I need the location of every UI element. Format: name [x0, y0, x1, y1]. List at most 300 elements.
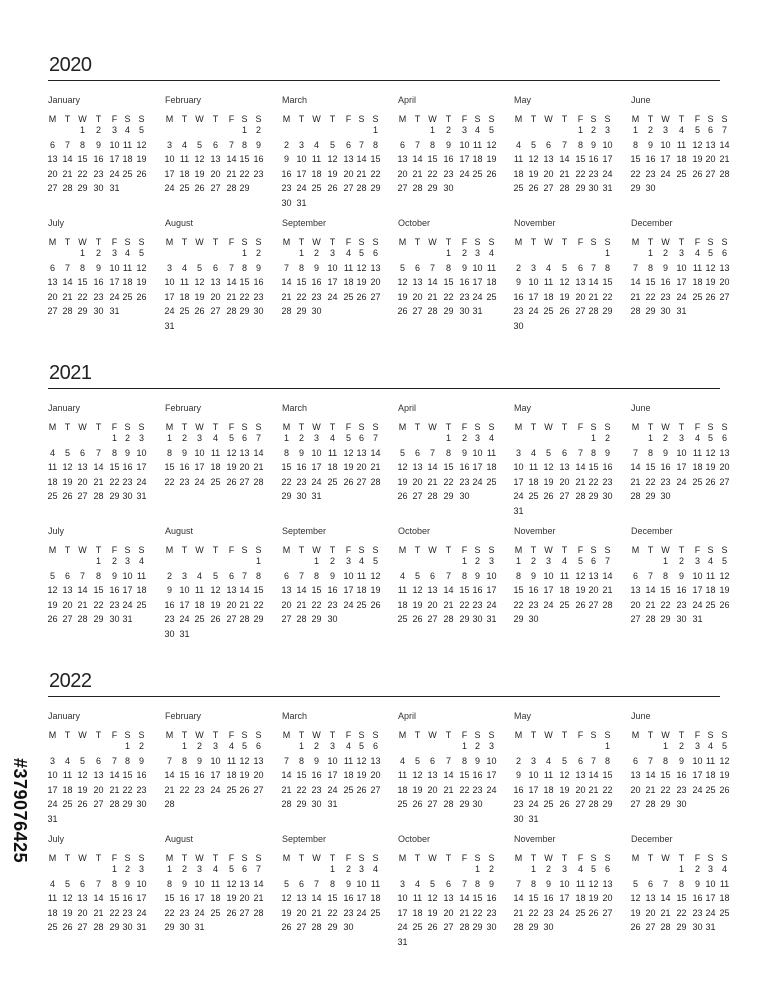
weekday-label: F — [461, 853, 468, 863]
day-cell: 23 — [253, 168, 264, 179]
day-cell: 27 — [630, 614, 641, 624]
weekday-label: S — [124, 237, 131, 247]
day-cell: 5 — [228, 864, 234, 874]
day-cell: 29 — [77, 183, 88, 193]
weekday-label: M — [398, 237, 407, 247]
day-cell: 11 — [705, 755, 716, 766]
day-cell: 16 — [164, 599, 175, 610]
day-cell: 10 — [327, 755, 338, 766]
day-cell: 30 — [588, 183, 599, 193]
day-cell: 13 — [630, 770, 641, 780]
day-cell: 7 — [577, 447, 583, 458]
day-cell: 12 — [705, 262, 716, 273]
day-cell: 19 — [412, 784, 423, 795]
day-cell: 17 — [528, 291, 539, 302]
month-may — [514, 711, 626, 831]
day-cell: 8 — [604, 755, 610, 766]
day-cell: 1 — [515, 556, 521, 566]
day-cell: 31 — [109, 306, 120, 316]
weekday-label: T — [95, 730, 102, 740]
weekday-label: F — [228, 237, 235, 247]
day-cell: 10 — [109, 262, 120, 273]
weekday-label: W — [544, 114, 553, 124]
day-cell: 23 — [122, 907, 133, 918]
day-cell: 17 — [513, 476, 524, 487]
day-cell: 13 — [77, 462, 88, 472]
weekday-label: T — [561, 545, 568, 555]
year-title: 2020 — [49, 54, 92, 76]
day-cell: 20 — [427, 599, 438, 610]
weekday-label: S — [721, 114, 728, 124]
day-cell: 13 — [575, 277, 586, 287]
day-cell: 14 — [253, 878, 264, 889]
day-cell: 26 — [412, 799, 423, 809]
day-cell: 19 — [397, 291, 408, 302]
day-cell: 20 — [281, 599, 292, 610]
month-name: November — [514, 834, 556, 844]
day-cell: 11 — [472, 139, 483, 150]
day-cell: 3 — [138, 864, 144, 874]
day-cell: 21 — [513, 907, 524, 918]
day-cell: 31 — [705, 922, 716, 932]
weekday-label: W — [544, 545, 553, 555]
day-cell: 15 — [645, 462, 656, 472]
day-cell: 7 — [111, 755, 117, 766]
day-cell: 26 — [356, 291, 367, 302]
day-cell: 27 — [427, 799, 438, 809]
day-cell: 25 — [179, 183, 190, 193]
day-cell: 9 — [255, 139, 261, 150]
day-cell: 28 — [459, 922, 470, 932]
day-cell: 8 — [647, 262, 653, 273]
day-cell: 29 — [122, 799, 133, 809]
weekday-label: S — [138, 237, 145, 247]
day-cell: 1 — [283, 433, 289, 443]
weekday-label: T — [212, 114, 219, 124]
day-cell: 28 — [588, 306, 599, 316]
day-cell: 9 — [662, 262, 668, 273]
day-cell: 13 — [296, 893, 307, 903]
day-cell: 30 — [676, 799, 687, 809]
day-cell: 16 — [472, 770, 483, 780]
day-cell: 13 — [239, 878, 250, 889]
day-cell: 14 — [62, 277, 73, 287]
weekday-label: T — [212, 853, 219, 863]
weekday-label: F — [228, 545, 235, 555]
day-cell: 30 — [513, 320, 524, 331]
day-cell: 18 — [692, 277, 703, 287]
day-cell: 18 — [543, 784, 554, 795]
day-cell: 5 — [707, 248, 713, 258]
year-block-2021 — [47, 362, 730, 663]
day-cell: 25 — [543, 306, 554, 316]
day-cell: 3 — [515, 447, 521, 458]
day-cell: 6 — [399, 139, 405, 150]
year-block-2022 — [47, 670, 730, 971]
day-cell: 12 — [77, 770, 88, 780]
day-cell: 31 — [602, 183, 613, 193]
day-cell: 11 — [370, 878, 381, 889]
day-cell: 18 — [179, 168, 190, 179]
day-cell: 24 — [136, 907, 147, 918]
day-cell: 24 — [343, 599, 354, 610]
weekday-label: M — [282, 237, 291, 247]
day-cell: 24 — [513, 491, 524, 501]
day-cell: 19 — [427, 907, 438, 918]
day-cell: 3 — [461, 125, 467, 135]
month-name: February — [165, 711, 202, 721]
day-cell: 2 — [647, 125, 653, 135]
weekday-label: S — [255, 853, 262, 863]
day-cell: 8 — [429, 139, 435, 150]
day-cell: 16 — [194, 770, 205, 780]
day-cell: 5 — [372, 556, 378, 566]
day-cell: 15 — [77, 277, 88, 287]
day-cell: 29 — [472, 922, 483, 932]
day-cell: 1 — [111, 864, 117, 874]
day-cell: 7 — [358, 139, 364, 150]
day-cell: 29 — [77, 306, 88, 316]
day-cell: 28 — [253, 907, 264, 918]
weekday-label: T — [530, 545, 537, 555]
day-cell: 22 — [443, 291, 454, 302]
day-cell: 21 — [459, 907, 470, 918]
day-cell: 24 — [397, 922, 408, 932]
day-cell: 28 — [513, 922, 524, 932]
day-cell: 17 — [164, 291, 175, 302]
day-cell: 26 — [77, 799, 88, 809]
day-cell: 17 — [136, 893, 147, 903]
day-cell: 7 — [461, 878, 467, 889]
day-cell: 5 — [64, 447, 70, 458]
day-cell: 12 — [528, 154, 539, 164]
day-cell: 7 — [64, 139, 70, 150]
day-cell: 10 — [311, 447, 322, 458]
day-cell: 22 — [239, 168, 250, 179]
weekday-label: S — [372, 422, 379, 432]
day-cell: 19 — [719, 585, 730, 595]
day-cell: 30 — [281, 197, 292, 208]
month-may — [514, 403, 626, 523]
day-cell: 29 — [281, 491, 292, 501]
day-cell: 26 — [62, 491, 73, 501]
day-cell: 9 — [313, 755, 319, 766]
day-cell: 24 — [296, 183, 307, 193]
day-cell: 28 — [412, 183, 423, 193]
day-cell: 26 — [343, 476, 354, 487]
day-cell: 31 — [486, 614, 497, 624]
weekday-label: S — [707, 545, 714, 555]
weekday-label: T — [181, 730, 188, 740]
day-cell: 16 — [676, 770, 687, 780]
weekday-label: F — [461, 545, 468, 555]
weekday-label: T — [445, 114, 452, 124]
day-cell: 27 — [226, 614, 237, 624]
day-cell: 27 — [412, 491, 423, 501]
weekday-label: W — [661, 730, 670, 740]
day-cell: 29 — [660, 799, 671, 809]
day-cell: 10 — [692, 755, 703, 766]
day-cell: 2 — [590, 125, 596, 135]
day-cell: 19 — [692, 154, 703, 164]
day-cell: 3 — [212, 741, 218, 751]
day-cell: 11 — [543, 770, 554, 780]
day-cell: 26 — [62, 922, 73, 932]
weekday-label: S — [721, 422, 728, 432]
day-cell: 15 — [311, 585, 322, 595]
day-cell: 31 — [109, 183, 120, 193]
day-cell: 4 — [372, 864, 378, 874]
day-cell: 6 — [212, 262, 218, 273]
day-cell: 18 — [210, 462, 221, 472]
weekday-label: S — [474, 853, 481, 863]
weekday-label: M — [631, 237, 640, 247]
weekday-label: W — [544, 237, 553, 247]
day-cell: 11 — [692, 447, 703, 458]
weekday-label: T — [212, 237, 219, 247]
day-cell: 29 — [164, 922, 175, 932]
day-cell: 2 — [181, 433, 187, 443]
day-cell: 15 — [459, 770, 470, 780]
day-cell: 13 — [575, 770, 586, 780]
day-cell: 5 — [590, 864, 596, 874]
day-cell: 22 — [645, 476, 656, 487]
day-cell: 27 — [62, 614, 73, 624]
day-cell: 21 — [660, 907, 671, 918]
day-cell: 6 — [95, 755, 101, 766]
day-cell: 21 — [239, 599, 250, 610]
day-cell: 7 — [283, 755, 289, 766]
day-cell: 9 — [345, 878, 351, 889]
day-cell: 4 — [228, 741, 234, 751]
day-cell: 9 — [181, 447, 187, 458]
day-cell: 12 — [397, 462, 408, 472]
day-cell: 23 — [93, 291, 104, 302]
weekday-label: T — [64, 545, 71, 555]
month-name: July — [48, 218, 65, 228]
day-cell: 20 — [93, 784, 104, 795]
day-cell: 27 — [370, 291, 381, 302]
day-cell: 27 — [210, 183, 221, 193]
weekday-label: T — [298, 237, 305, 247]
day-cell: 24 — [47, 799, 58, 809]
day-cell: 21 — [645, 784, 656, 795]
day-cell: 19 — [281, 907, 292, 918]
day-cell: 13 — [719, 262, 730, 273]
day-cell: 5 — [414, 570, 420, 581]
day-cell: 31 — [194, 922, 205, 932]
day-cell: 8 — [590, 447, 596, 458]
day-cell: 30 — [122, 922, 133, 932]
weekday-label: S — [707, 114, 714, 124]
day-cell: 24 — [164, 306, 175, 316]
weekday-label: T — [298, 730, 305, 740]
day-cell: 25 — [486, 476, 497, 487]
day-cell: 3 — [111, 125, 117, 135]
day-cell: 4 — [212, 433, 218, 443]
weekday-label: F — [694, 853, 701, 863]
day-cell: 22 — [109, 476, 120, 487]
day-cell: 30 — [122, 491, 133, 501]
day-cell: 8 — [298, 262, 304, 273]
day-cell: 20 — [630, 599, 641, 610]
day-cell: 22 — [459, 599, 470, 610]
day-cell: 10 — [660, 139, 671, 150]
weekday-label: S — [590, 545, 597, 555]
day-cell: 6 — [721, 248, 727, 258]
day-cell: 12 — [692, 139, 703, 150]
day-cell: 18 — [705, 585, 716, 595]
day-cell: 28 — [109, 799, 120, 809]
day-cell: 18 — [327, 462, 338, 472]
day-cell: 25 — [719, 907, 730, 918]
day-cell: 22 — [253, 599, 264, 610]
day-cell: 4 — [561, 556, 567, 566]
day-cell: 15 — [122, 770, 133, 780]
day-cell: 18 — [122, 154, 133, 164]
month-name: January — [48, 711, 81, 721]
day-cell: 4 — [414, 878, 420, 889]
day-cell: 17 — [676, 277, 687, 287]
day-cell: 15 — [296, 277, 307, 287]
weekday-label: S — [241, 853, 248, 863]
weekday-label: F — [111, 853, 118, 863]
day-cell: 31 — [472, 306, 483, 316]
day-cell: 12 — [356, 262, 367, 273]
day-cell: 16 — [136, 770, 147, 780]
day-cell: 11 — [676, 139, 687, 150]
day-cell: 28 — [443, 799, 454, 809]
day-cell: 28 — [559, 183, 570, 193]
day-cell: 9 — [474, 570, 480, 581]
day-cell: 25 — [210, 476, 221, 487]
weekday-label: T — [647, 730, 654, 740]
month-may — [514, 95, 626, 215]
weekday-label: F — [577, 114, 584, 124]
day-cell: 20 — [296, 907, 307, 918]
weekday-label: S — [372, 114, 379, 124]
weekday-label: T — [445, 422, 452, 432]
day-cell: 14 — [412, 154, 423, 164]
day-cell: 27 — [370, 784, 381, 795]
day-cell: 21 — [253, 462, 264, 472]
day-cell: 27 — [412, 306, 423, 316]
day-cell: 5 — [283, 878, 289, 889]
weekday-label: S — [372, 730, 379, 740]
weekday-label: T — [181, 114, 188, 124]
day-cell: 8 — [647, 447, 653, 458]
day-cell: 17 — [692, 770, 703, 780]
day-cell: 30 — [327, 614, 338, 624]
weekday-label: F — [694, 237, 701, 247]
day-cell: 16 — [179, 893, 190, 903]
weekday-label: F — [577, 730, 584, 740]
day-cell: 19 — [719, 770, 730, 780]
day-cell: 20 — [602, 893, 613, 903]
weekday-label: T — [530, 114, 537, 124]
day-cell: 10 — [559, 878, 570, 889]
day-cell: 13 — [210, 277, 221, 287]
day-cell: 13 — [630, 585, 641, 595]
day-cell: 5 — [196, 139, 202, 150]
day-cell: 18 — [194, 599, 205, 610]
stock-id-label — [8, 758, 30, 992]
day-cell: 29 — [327, 922, 338, 932]
month-april — [398, 711, 510, 831]
day-cell: 16 — [122, 462, 133, 472]
day-cell: 22 — [179, 784, 190, 795]
month-name: September — [282, 526, 327, 536]
month-november — [514, 218, 626, 338]
weekday-label: M — [282, 114, 291, 124]
day-cell: 1 — [429, 125, 435, 135]
day-cell: 16 — [645, 154, 656, 164]
day-cell: 4 — [694, 248, 700, 258]
weekday-label: T — [414, 730, 421, 740]
day-cell: 5 — [138, 248, 144, 258]
day-cell: 3 — [196, 864, 202, 874]
day-cell: 25 — [705, 599, 716, 610]
day-cell: 26 — [719, 599, 730, 610]
day-cell: 18 — [472, 154, 483, 164]
weekday-label: W — [312, 730, 321, 740]
day-cell: 7 — [632, 447, 638, 458]
weekday-label: W — [78, 422, 87, 432]
day-cell: 14 — [427, 462, 438, 472]
day-cell: 13 — [443, 893, 454, 903]
day-cell: 5 — [721, 741, 727, 751]
day-cell: 16 — [327, 585, 338, 595]
day-cell: 1 — [662, 556, 668, 566]
weekday-label: T — [530, 730, 537, 740]
day-cell: 31 — [397, 936, 408, 947]
day-cell: 11 — [226, 755, 237, 766]
day-cell: 3 — [662, 125, 668, 135]
month-august — [165, 834, 277, 954]
day-cell: 8 — [662, 570, 668, 581]
day-cell: 12 — [343, 447, 354, 458]
day-cell: 14 — [443, 770, 454, 780]
day-cell: 29 — [93, 614, 104, 624]
day-cell: 12 — [412, 770, 423, 780]
day-cell: 17 — [136, 462, 147, 472]
day-cell: 18 — [136, 585, 147, 595]
month-name: May — [514, 711, 532, 721]
day-cell: 18 — [528, 476, 539, 487]
weekday-label: M — [514, 730, 523, 740]
weekday-label: F — [577, 237, 584, 247]
day-cell: 23 — [528, 599, 539, 610]
day-cell: 22 — [575, 168, 586, 179]
day-cell: 11 — [210, 878, 221, 889]
day-cell: 25 — [575, 907, 586, 918]
day-cell: 7 — [79, 570, 85, 581]
day-cell: 15 — [253, 585, 264, 595]
day-cell: 17 — [486, 770, 497, 780]
day-cell: 2 — [181, 864, 187, 874]
day-cell: 17 — [194, 893, 205, 903]
day-cell: 22 — [459, 784, 470, 795]
day-cell: 29 — [630, 183, 641, 193]
month-november — [514, 526, 626, 646]
day-cell: 10 — [513, 462, 524, 472]
day-cell: 15 — [77, 154, 88, 164]
weekday-label: W — [544, 730, 553, 740]
day-cell: 21 — [630, 476, 641, 487]
day-cell: 23 — [122, 476, 133, 487]
day-cell: 17 — [676, 462, 687, 472]
day-cell: 7 — [228, 139, 234, 150]
